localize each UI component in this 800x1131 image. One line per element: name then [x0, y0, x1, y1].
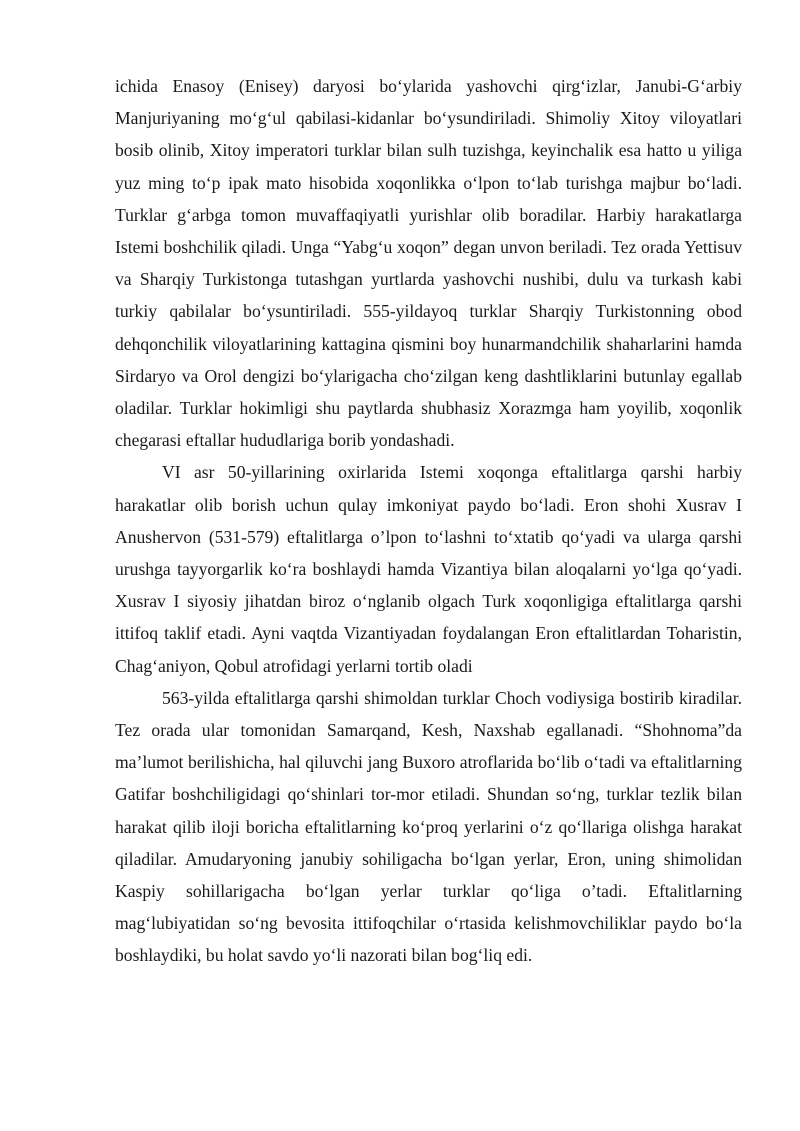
- paragraph-2: VI asr 50-yillarining oxirlarida Istemi xoqonga eftalitlarga qarshi harbiy harakatlar olib borish uchun qulay imkoniyat paydo bo‘ladi. Eron shohi Xusrav I Anushervon (531-579) eftalitlarga o’lpon to‘lashni to‘xtatib qo‘yadi va ularga qarshi urushga tayyorgarlik ko‘ra boshlaydi hamda Vizantiya bilan aloqalarni yo‘lga qo‘yadi. Xusrav I siyosiy jihatdan biroz o‘nglanib olgach Turk xoqonligiga eftalitlarga qarshi ittifoq taklif etadi. Ayni vaqtda Vizantiyadan foydalangan Eron eftalitlardan Toharistin, Chag‘aniyon, Qobul atrofidagi yerlarni tortib oladi: [115, 462, 742, 676]
- paragraph-1: ichida Enasoy (Enisey) daryosi bo‘ylarida yashovchi qirg‘izlar, Janubi-G‘arbiy Manjuriyaning mo‘g‘ul qabilasi-kidanlar bo‘ysundiriladi. Shimoliy Xitoy viloyatlari bosib olinib, Xitoy imperatori turklar bilan sulh tuzishga, keyinchalik esa hatto u yiliga yuz ming to‘p ipak mato hisobida xoqonlikka o‘lpon to‘lab turishga majbur bo‘ladi. Turklar g‘arbga tomon muvaffaqiyatli yurishlar olib boradilar. Harbiy harakatlarga Istemi boshchilik qiladi. Unga “Yabg‘u xoqon” degan unvon beriladi. Tez orada Yettisuv va Sharqiy Turkistonga tutashgan yurtlarda yashovchi nushibi, dulu va turkash kabi turkiy qabilalar bo‘ysuntiriladi. 555-yildayoq turklar Sharqiy Turkistonning obod dehqonchilik viloyatlarining kattagina qismini boy hunarmandchilik shaharlarini hamda Sirdaryo va Orol dengizi bo‘ylarigacha cho‘zilgan keng dashtliklarini butunlay egallab oladilar. Turklar hokimligi shu paytlarda shubhasiz Xorazmga ham yoyilib, xoqonlik chegarasi eftallar hududlariga borib yondashadi.: [115, 76, 742, 451]
- paragraph-3: 563-yilda eftalitlarga qarshi shimoldan turklar Choch vodiysiga bostirib kiradilar. Tez orada ular tomonidan Samarqand, Kesh, Naxshab egallanadi. “Shohnoma”da ma’lumot berilishicha, hal qiluvchi jang Buxoro atroflarida bo‘lib o‘tadi va eftalitlarning Gatifar boshchiligidagi qo‘shinlari tor-mor etiladi. Shundan so‘ng, turklar tezlik bilan harakat qilib iloji boricha eftalitlarning ko‘proq yerlarini o‘z qo‘llariga olishga harakat qiladilar. Amudaryoning janubiy sohiligacha bo‘lgan yerlar, Eron, uning shimolidan Kaspiy sohillarigacha bo‘lgan yerlar turklar qo‘liga o’tadi. Eftalitlarning mag‘lubiyatidan so‘ng bevosita ittifoqchilar o‘rtasida kelishmovchiliklar paydo bo‘la boshlaydiki, bu holat savdo yo‘li nazorati bilan bog‘liq edi.: [115, 687, 742, 966]
- document-page: [115, 70, 742, 972]
